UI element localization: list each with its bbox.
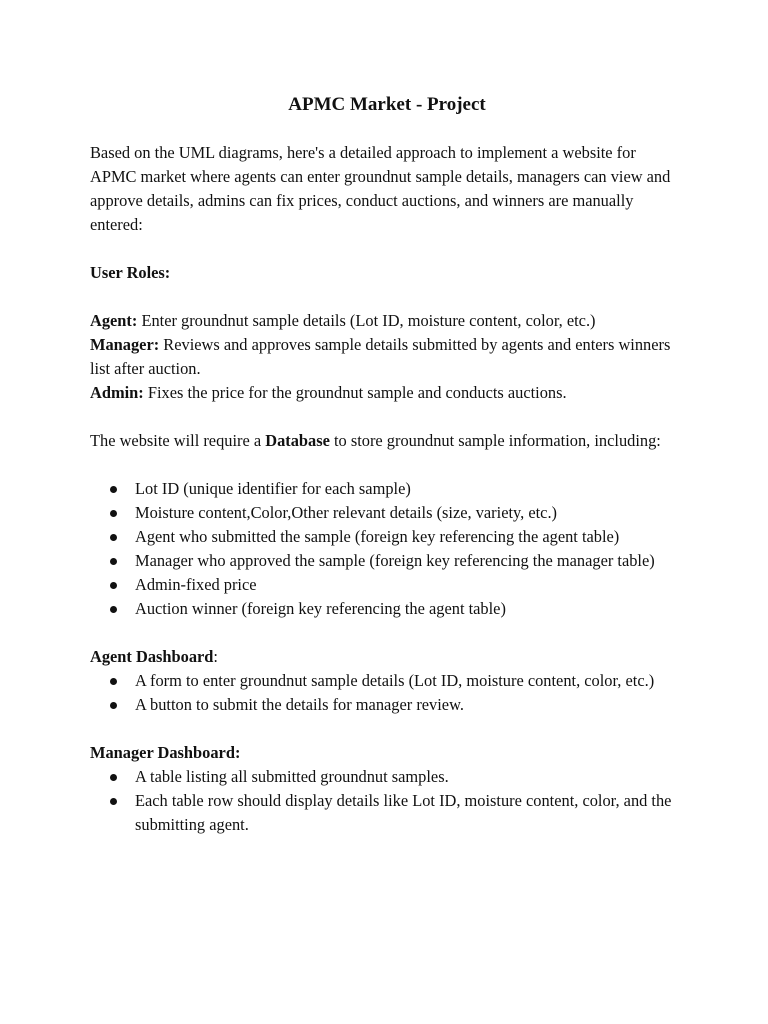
database-intro-after: to store groundnut sample information, including: (329, 431, 661, 450)
database-intro-paragraph (90, 429, 678, 453)
list-item-text: Auction winner (foreign key referencing the agent table) (135, 599, 506, 618)
list-item-text: Each table row should display details like Lot ID, moisture content, color, and the submitting agent. (135, 791, 672, 834)
role-name: Agent: (90, 311, 138, 330)
database-intro-before: The website will require a (90, 431, 266, 450)
document-title: APMC Market - Project (288, 94, 486, 115)
list-item (90, 669, 678, 693)
agent-dashboard-heading-text: Agent Dashboard (90, 647, 214, 666)
list-item (90, 693, 678, 717)
role-name: Manager: (90, 335, 160, 354)
role-manager (90, 333, 678, 381)
manager-dashboard-heading-text: Manager Dashboard: (90, 743, 241, 762)
list-item (90, 477, 678, 501)
bullet-icon (110, 582, 117, 589)
bullet-icon (110, 510, 117, 517)
user-roles-heading (90, 261, 678, 285)
list-item (90, 597, 678, 621)
agent-dashboard-heading (90, 645, 678, 669)
list-item-text: Moisture content,Color,Other relevant details (size, variety, etc.) (135, 503, 558, 522)
user-roles-heading-text: User Roles: (90, 263, 171, 282)
database-intro-bold: Database (265, 431, 330, 450)
list-item (90, 549, 678, 573)
bullet-icon (110, 678, 117, 685)
role-description: Reviews and approves sample details submitted by agents and enters winners list after auction. (90, 335, 671, 378)
list-item-text: A table listing all submitted groundnut samples. (135, 767, 449, 786)
bullet-icon (110, 606, 117, 613)
manager-dashboard-list (90, 765, 678, 837)
list-item (90, 525, 678, 549)
intro-paragraph: Based on the UML diagrams, here's a detailed approach to implement a website for APMC market where agents can enter groundnut sample details, managers can view and approve details, admins can fix prices, conduct auctions, and winners are manually entered: (90, 143, 671, 234)
manager-dashboard-heading (90, 741, 678, 765)
roles-list (90, 309, 678, 405)
bullet-icon (110, 774, 117, 781)
list-item (90, 789, 678, 837)
list-item (90, 573, 678, 597)
list-item-text: Admin-fixed price (135, 575, 257, 594)
agent-dashboard-heading-suffix: : (213, 647, 218, 666)
database-fields-list (90, 477, 678, 621)
bullet-icon (110, 558, 117, 565)
role-admin (90, 381, 678, 405)
role-description: Fixes the price for the groundnut sample and conducts auctions. (143, 383, 567, 402)
agent-dashboard-list (90, 669, 678, 717)
list-item-text: A button to submit the details for manager review. (135, 695, 464, 714)
list-item-text: Lot ID (unique identifier for each sample) (135, 479, 411, 498)
bullet-icon (110, 486, 117, 493)
list-item-text: Manager who approved the sample (foreign key referencing the manager table) (135, 551, 655, 570)
bullet-icon (110, 534, 117, 541)
bullet-icon (110, 798, 117, 805)
bullet-icon (110, 702, 117, 709)
list-item-text: Agent who submitted the sample (foreign key referencing the agent table) (135, 527, 620, 546)
role-agent (90, 309, 678, 333)
role-name: Admin: (90, 383, 144, 402)
list-item (90, 765, 678, 789)
list-item-text: A form to enter groundnut sample details (Lot ID, moisture content, color, etc.) (135, 671, 655, 690)
role-description: Enter groundnut sample details (Lot ID, moisture content, color, etc.) (137, 311, 596, 330)
list-item (90, 501, 678, 525)
